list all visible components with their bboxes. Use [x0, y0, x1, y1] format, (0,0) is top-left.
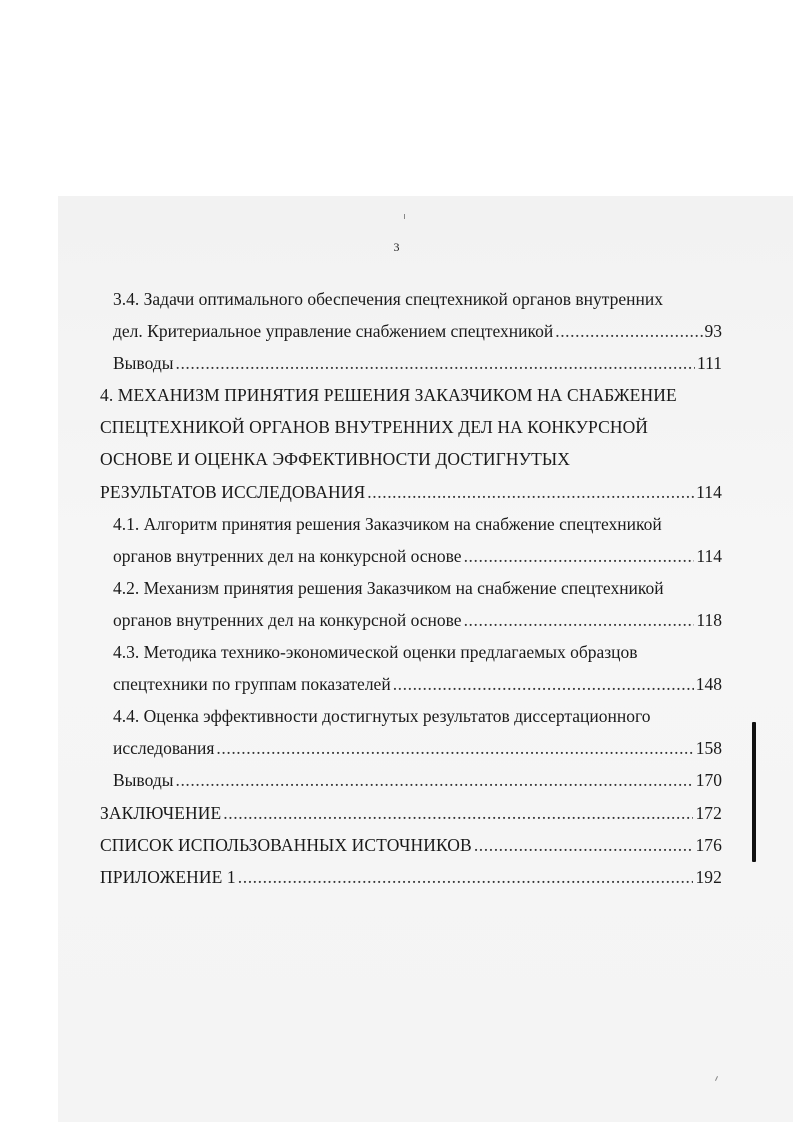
toc-entry-title: Выводы: [113, 770, 174, 791]
toc-entry-title-line: 4.4. Оценка эффективности достигнутых результатов диссертационного: [113, 706, 651, 727]
toc-entry-last-line: [100, 604, 722, 636]
toc-entry-title: СПИСОК ИСПОЛЬЗОВАННЫХ ИСТОЧНИКОВ: [100, 834, 472, 855]
toc-page-number: 172: [695, 802, 722, 823]
toc-entry-last-line: [100, 668, 722, 700]
toc-entry-title: ЗАКЛЮЧЕНИЕ: [100, 802, 222, 823]
toc-entry-last-line: [100, 315, 722, 347]
toc-entry-title: органов внутренних дел на конкурсной основе: [113, 609, 462, 630]
toc-entry-last-line: [100, 540, 722, 572]
dot-leader: [555, 315, 702, 347]
toc-entry-vyvody-4: [100, 764, 722, 796]
toc-page-number: 170: [695, 770, 722, 791]
dot-leader: [216, 732, 693, 764]
scan-artifact-bar: [752, 722, 756, 862]
toc-entry-last-line: [100, 829, 722, 861]
toc-entry-title-line: СПЕЦТЕХНИКОЙ ОРГАНОВ ВНУТРЕННИХ ДЕЛ НА КОНКУРСНОЙ: [100, 417, 649, 438]
table-of-contents: [100, 283, 722, 893]
toc-entry-title: ПРИЛОЖЕНИЕ 1: [100, 866, 236, 887]
toc-entry-last-line: [100, 861, 722, 893]
toc-entry-4: [100, 379, 722, 507]
toc-page-number: 192: [695, 866, 722, 887]
dot-leader: [393, 668, 694, 700]
toc-entry-title-line: 4.2. Механизм принятия решения Заказчиком на снабжение спецтехникой: [113, 577, 664, 598]
toc-entry-last-line: [100, 764, 722, 796]
toc-page-number: 93: [704, 321, 722, 342]
toc-page-number: 148: [695, 674, 722, 695]
toc-entry-prilozhenie-1: [100, 861, 722, 893]
toc-page-number: 114: [696, 545, 722, 566]
dot-leader: [474, 829, 694, 861]
toc-entry-title-line: 3.4. Задачи оптимального обеспечения спецтехникой органов внутренних: [113, 289, 664, 309]
toc-entry-title: РЕЗУЛЬТАТОВ ИССЛЕДОВАНИЯ: [100, 481, 366, 502]
toc-entry-title-line: ОСНОВЕ И ОЦЕНКА ЭФФЕКТИВНОСТИ ДОСТИГНУТЫХ: [100, 449, 570, 470]
toc-page-number: 114: [696, 481, 722, 502]
scan-speck: [404, 214, 405, 219]
toc-entry-zaklyuchenie: [100, 797, 722, 829]
toc-entry-4-3: [100, 636, 722, 700]
dot-leader: [464, 540, 695, 572]
toc-entry-last-line: [100, 732, 722, 764]
toc-entry-title: органов внутренних дел на конкурсной основе: [113, 545, 462, 566]
toc-entry-vyvody-3: [100, 347, 722, 379]
toc-entry-spisok: [100, 829, 722, 861]
toc-page-number: 176: [695, 834, 722, 855]
page-number: 3: [393, 240, 400, 254]
dot-leader: [175, 764, 693, 796]
toc-entry-last-line: [100, 797, 722, 829]
toc-page-number: 111: [697, 353, 722, 374]
toc-entry-3-4: [100, 283, 722, 347]
toc-entry-last-line: [100, 476, 722, 508]
toc-entry-title-line: 4.1. Алгоритм принятия решения Заказчиком на снабжение спецтехникой: [113, 513, 662, 534]
toc-entry-4-2: [100, 572, 722, 636]
toc-entry-title-line: 4. МЕХАНИЗМ ПРИНЯТИЯ РЕШЕНИЯ ЗАКАЗЧИКОМ НА СНАБЖЕНИЕ: [100, 385, 677, 406]
toc-entry-last-line: [100, 347, 722, 379]
dot-leader: [175, 347, 695, 379]
toc-entry-title: дел. Критериальное управление снабжением спецтехникой: [113, 321, 554, 342]
toc-entry-title: спецтехники по группам показателей: [113, 674, 391, 695]
toc-entry-title: исследования: [113, 738, 215, 759]
toc-entry-title: Выводы: [113, 353, 174, 374]
toc-page-number: 158: [695, 738, 722, 759]
toc-entry-title-line: 4.3. Методика технико-экономической оценки предлагаемых образцов: [113, 642, 638, 663]
dot-leader: [464, 604, 695, 636]
toc-page-number: 118: [696, 609, 722, 630]
dot-leader: [238, 861, 694, 893]
toc-entry-4-4: [100, 700, 722, 764]
dot-leader: [367, 476, 694, 508]
toc-entry-4-1: [100, 508, 722, 572]
dot-leader: [223, 797, 693, 829]
